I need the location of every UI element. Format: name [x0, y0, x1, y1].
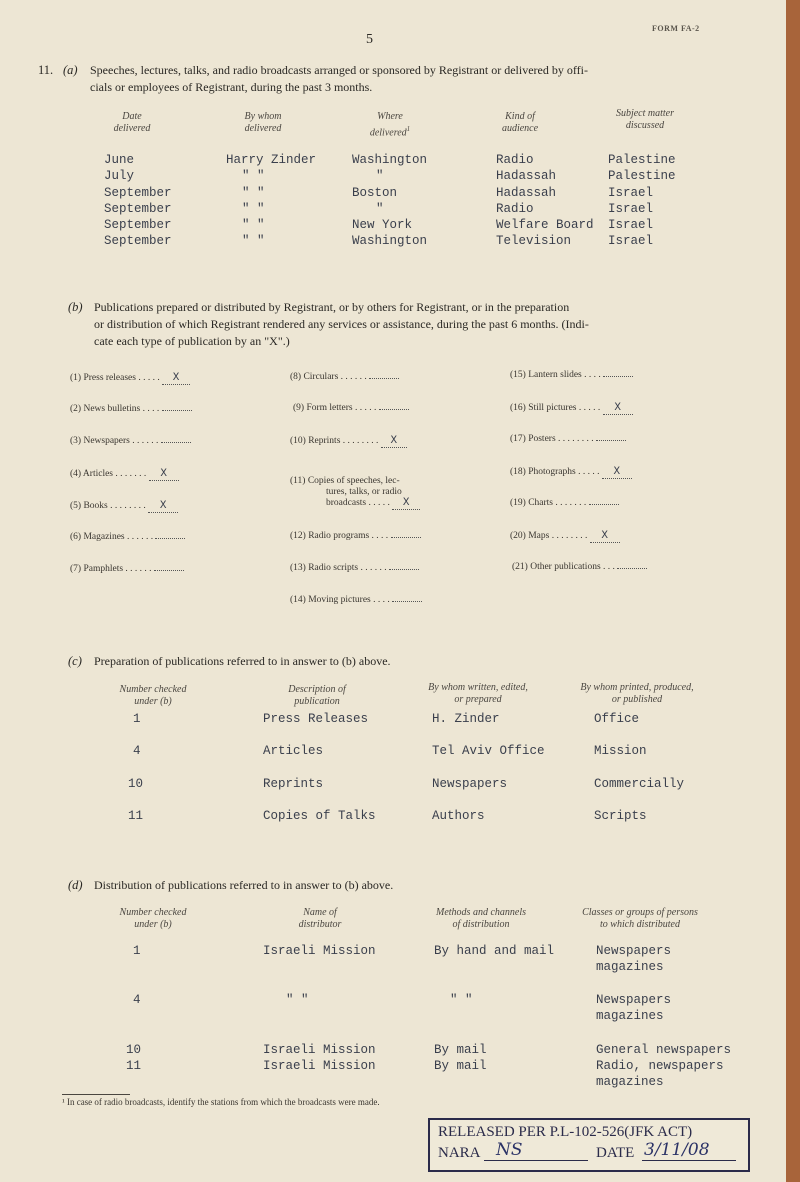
header-by-2: delivered: [244, 123, 282, 134]
header-by-written-2: or prepared: [454, 694, 502, 705]
stamp-nara-label: NARA: [438, 1145, 481, 1161]
header-num-2: under (b): [134, 919, 172, 930]
header-date-1: Date: [122, 111, 142, 122]
footnote-divider: [62, 1094, 130, 1095]
part-c-text: Preparation of publications referred to in answer to (b) above.: [94, 654, 391, 668]
checklist-item: (10) Reprints . . . . . . . . X: [290, 435, 407, 448]
checklist-item: (15) Lantern slides . . . .: [510, 370, 633, 380]
stamp-release-text: RELEASED PER P.L-102-526(JFK ACT): [438, 1124, 693, 1140]
header-classes-2: to which distributed: [600, 919, 680, 930]
header-num-1: Number checked: [119, 684, 187, 695]
checklist-item: (12) Radio programs . . . .: [290, 531, 421, 541]
table-row: 4 Articles Tel Aviv Office Mission: [133, 744, 647, 758]
checklist-item: (13) Radio scripts . . . . . .: [290, 563, 419, 573]
header-name-1: Name of: [303, 907, 337, 918]
header-name-2: distributor: [298, 919, 342, 930]
header-desc-2: publication: [294, 696, 340, 707]
checklist-item: (16) Still pictures . . . . . X: [510, 402, 633, 415]
header-classes-1: Classes or groups of persons: [582, 907, 698, 918]
release-stamp: [428, 1118, 750, 1172]
part-d-text: Distribution of publications referred to in answer to (b) above.: [94, 878, 394, 892]
checklist-item: (4) Articles . . . . . . . X: [70, 468, 179, 481]
header-date-2: delivered: [113, 123, 151, 134]
header-by-written-1: By whom written, edited,: [428, 682, 528, 693]
checklist-item: (21) Other publications . . .: [512, 562, 647, 572]
distribution-table: 1 Israeli Mission By hand and mail Newspapers magazines 4 " " " " Newspapers magazines 10 Israeli Mission By mail General newspapers 11 Israeli Mission By mail Radio, newspapers magazines: [126, 944, 732, 1089]
stamp-date-label: DATE: [596, 1145, 635, 1161]
header-kind-2: audience: [501, 123, 539, 134]
form-label: FORM FA-2: [652, 24, 700, 33]
table-row: 11 Copies of Talks Authors Scripts: [128, 809, 647, 823]
table-row: 10 Reprints Newspapers Commercially: [128, 777, 685, 791]
header-num-2: under (b): [134, 696, 172, 707]
checklist-item: (18) Photographs . . . . . X: [510, 466, 632, 479]
part-c-letter: (c): [68, 654, 82, 668]
part-b-text-2: or distribution of which Registrant rendered any services or assistance, during the past 6 months. (Indi-: [94, 317, 589, 331]
part-a-letter: (a): [63, 63, 78, 77]
part-a-text-2: cials or employees of Registrant, during the past 3 months.: [90, 80, 373, 94]
stamp-date-underline: [642, 1160, 736, 1161]
document-page: 5 FORM FA-2 11. (a) Speeches, lectures, talks, and radio broadcasts arranged or sponsored by Registrant or delivered by offi- cials or employees of Registrant, during the past 3 months. Date delivered By whom delivered Where delivered$^1$ Kind of audience Subject matter discussed June Harry Zinder Washington Radio Palestine July " " " Hadassah Palestine September " " Boston Hadassah Israel September " " " Radio Israel September " " New York Welfare Board Israel September " " Washington Television Israel (b) Publications prepared or distributed by Registrant, or by others for Registrant, or in the preparation or distribution of which Registrant rendered any services or assistance, during the past 6 months. (Indi- cate each type of publication by an "X".) (1) Press releases . . . . . X (2) News bulletins . . . . (3) Newspapers . . . . . . (4) Articles . . . . . . . X (5) Books . . . . . . . . X (6) Magazines . . . . . . (7) Pamphlets . . . . . . (8) Circulars . . . . . . (9) Form letters . . . . . (10) Reprints . . . . . . . . X (11) Copies of speeches, lec- tures, talks, or radio broadcasts . . . . . X (12) Radio programs . . . . (13) Radio scripts . . . . . . (14) Moving pictures . . . . (15) Lantern slides . . . . (16) Still pictures . . . . . X (17) Posters . . . . . . . . (18) Photographs . . . . . X (19) Charts . . . . . . . (20) Maps . . . . . . . . X (21) Other publications . . . (c) Preparation of publications referred to in answer to (b) above. Number checked under (b) Description of publication By whom written, edited, or prepared By whom printed, produced, or published 1 Press Releases H. Zinder Office 4 Articles Tel Aviv Office Mission 10 Reprints Newspapers Commercially 11 Copies of Talks Authors Scripts (d) Distribution of publications referred to in answer to (b) above. Number checked under (b) Name of distributor Methods and channels of distribution Classes or groups of persons to which distributed 1 Israeli Mission By hand and mail Newspapers magazines 4 " " " " Newspapers magazines 10 Israeli Mission By mail General newspapers 11 Israeli Mission By mail Radio, newspapers magazines ¹ In case of radio broadcasts, identify the stations from which the broadcasts were made. RELEASED PER P.L-102-526(JFK ACT) NARA NS DATE 3/11/08: [0, 0, 786, 1182]
header-printed-2: or published: [611, 694, 663, 705]
checklist-item: (1) Press releases . . . . . X: [70, 372, 190, 385]
header-kind-1: Kind of: [505, 111, 535, 122]
header-where-1: Where: [377, 111, 403, 122]
page-number: 5: [366, 32, 373, 47]
footnote: ¹ In case of radio broadcasts, identify the stations from which the broadcasts were made.: [62, 1097, 380, 1107]
checklist-item: (3) Newspapers . . . . . .: [70, 436, 191, 446]
checklist-item: (17) Posters . . . . . . . .: [510, 434, 626, 444]
checklist-item: (20) Maps . . . . . . . . X: [510, 530, 620, 543]
header-by-1: By whom: [244, 111, 282, 122]
stamp-nara-value: NS: [496, 1140, 523, 1160]
part-b-text-3: cate each type of publication by an "X".): [94, 334, 290, 348]
part-b-text-1: Publications prepared or distributed by Registrant, or by others for Registrant, or in the preparation: [94, 300, 570, 314]
header-subject-2: discussed: [625, 120, 665, 131]
checklist-item: (2) News bulletins . . . .: [70, 404, 192, 414]
checklist-item: (19) Charts . . . . . . .: [510, 498, 619, 508]
header-where-2: delivered$^1$: [369, 125, 411, 139]
header-methods-1: Methods and channels: [436, 907, 526, 918]
checklist-item: (14) Moving pictures . . . .: [290, 595, 422, 605]
part-a-text-1: Speeches, lectures, talks, and radio broadcasts arranged or sponsored by Registrant or delivered by offi-: [90, 63, 588, 77]
part-b-letter: (b): [68, 300, 83, 314]
page-edge: [786, 0, 800, 1182]
checklist-item: (11) Copies of speeches, lec- tures, talks, or radio broadcasts . . . . . X: [290, 476, 420, 510]
header-subject-1: Subject matter: [615, 108, 675, 119]
checklist-item: (9) Form letters . . . . .: [293, 403, 409, 413]
stamp-nara-underline: [484, 1160, 588, 1161]
header-printed-1: By whom printed, produced,: [580, 682, 694, 693]
checklist-item: (6) Magazines . . . . . .: [70, 532, 185, 542]
header-methods-2: of distribution: [452, 919, 510, 930]
table-row: 1 Press Releases H. Zinder Office: [133, 712, 640, 726]
header-num-1: Number checked: [119, 907, 187, 918]
header-desc-1: Description of: [288, 684, 346, 695]
checklist-item: (5) Books . . . . . . . . X: [70, 500, 178, 513]
stamp-date-value: 3/11/08: [644, 1140, 710, 1160]
part-d-letter: (d): [68, 878, 83, 892]
checklist-item: (7) Pamphlets . . . . . .: [70, 564, 184, 574]
checklist-item: (8) Circulars . . . . . .: [290, 372, 399, 382]
section-number: 11.: [38, 63, 54, 77]
